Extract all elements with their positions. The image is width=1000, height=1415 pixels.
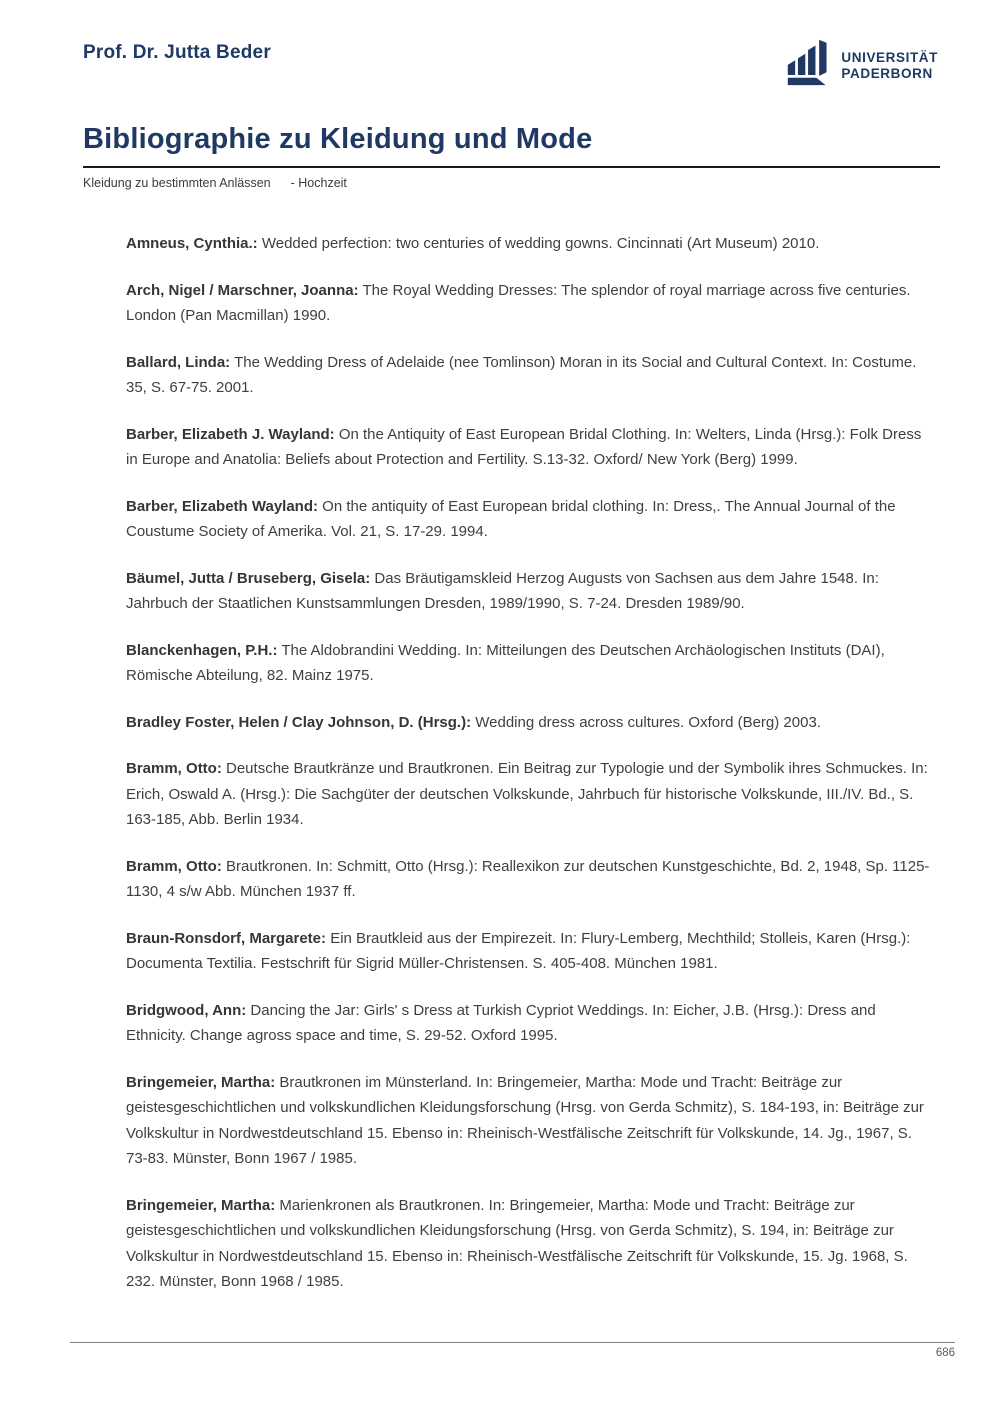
entry-author: Bringemeier, Martha: bbox=[126, 1196, 276, 1214]
bibliography-entry bbox=[126, 231, 936, 257]
bibliography-entry bbox=[126, 926, 936, 977]
entry-author: Bäumel, Jutta / Bruseberg, Gisela: bbox=[126, 569, 371, 587]
entry-text: Deutsche Brautkränze und Brautkronen. Ein Beitrag zur Typologie und der Symbolik ihres Schmuckes. In: Erich, Oswald A. (Hrsg.): Die Sachgüter der deutschen Volkskunde, Jahrbuch für historische Volkskunde, III./IV. Bd., S. 163-185, Abb. Berlin 1934. bbox=[126, 760, 928, 828]
entry-author: Braun-Ronsdorf, Margarete: bbox=[126, 929, 327, 947]
entry-text: On the Antiquity of East European Bridal Clothing. In: Welters, Linda (Hrsg.): Folk Dress in Europe and Anatolia: Beliefs about Protection and Fertility. S.13-32. Oxford/ New York (Berg) 1999. bbox=[126, 425, 922, 468]
entry-text: Das Bräutigamskleid Herzog Augusts von Sachsen aus dem Jahre 1548. In: Jahrbuch der Staatlichen Kunstsammlungen Dresden, 1989/1990, S. 7-24. Dresden 1989/90. bbox=[126, 569, 879, 612]
entry-text: Brautkronen im Münsterland. In: Bringemeier, Martha: Mode und Tracht: Beiträge zur geistesgeschichtlichen und volkskundlichen Kleidungsforschung (Hrsg. von Gerda Schmitz), S. 184-193, in: Beiträge zur Volkskultur in Nordwestdeutschland 15. Ebenso in: Rheinisch-Westfälische Zeitschrift für Volkskunde, 14. Jg., 1967, S. 73-83. Münster, Bonn 1967 / 1985. bbox=[126, 1073, 924, 1167]
entry-text: Ein Brautkleid aus der Empirezeit. In: Flury-Lemberg, Mechthild; Stolleis, Karen (Hrsg.): Documenta Textilia. Festschrift für Sigrid Müller-Christensen. S. 405-408. München 1981. bbox=[126, 929, 911, 972]
entry-text: The Wedding Dress of Adelaide (nee Tomlinson) Moran in its Social and Cultural Context. In: Costume. 35, S. 67-75. 2001. bbox=[126, 353, 917, 396]
entry-author: Amneus, Cynthia.: bbox=[126, 235, 258, 252]
entry-author: Bramm, Otto: bbox=[126, 857, 222, 875]
bibliography-entry bbox=[126, 710, 936, 736]
bibliography-entry bbox=[126, 854, 936, 905]
entry-text: Marienkronen als Brautkronen. In: Bringemeier, Martha: Mode und Tracht: Beiträge zur geistesgeschichtlichen und volkskundlichen Kleidungsforschung (Hrsg. von Gerda Schmitz), S. 194, in: Beiträge zur Volkskultur in Nordwestdeutschland 15. Ebenso in: Rheinisch-Westfälische Zeitschrift für Volkskunde, 15. Jg. 1968, S. 232. Münster, Bonn 1968 / 1985. bbox=[126, 1196, 908, 1290]
page-number: 686 bbox=[935, 1347, 955, 1359]
title-divider bbox=[83, 166, 940, 168]
entry-author: Ballard, Linda: bbox=[126, 353, 231, 371]
entry-text: Brautkronen. In: Schmitt, Otto (Hrsg.): Reallexikon zur deutschen Kunstgeschichte, Bd. 2, 1948, Sp. 1125-1130, 4 s/w Abb. München 1937 ff. bbox=[126, 857, 930, 900]
bibliography-entry bbox=[126, 756, 936, 833]
entry-text: Wedding dress across cultures. Oxford (Berg) 2003. bbox=[471, 713, 821, 731]
bibliography-entry bbox=[126, 278, 936, 329]
university-logo-icon bbox=[785, 38, 833, 93]
bibliography-entry bbox=[126, 998, 936, 1049]
entry-author: Arch, Nigel / Marschner, Joanna: bbox=[126, 281, 359, 299]
entry-text: The Royal Wedding Dresses: The splendor of royal marriage across five centuries. London (Pan Macmillan) 1990. bbox=[126, 281, 911, 324]
university-logo bbox=[785, 38, 938, 93]
university-logo-text bbox=[841, 50, 938, 82]
bibliography-entry bbox=[126, 494, 936, 545]
logo-line-1: UNIVERSITÄT bbox=[841, 49, 938, 65]
bibliography-entry bbox=[126, 350, 936, 401]
entry-author: Bradley Foster, Helen / Clay Johnson, D. (Hrsg.): bbox=[126, 713, 472, 731]
entry-author: Blanckenhagen, P.H.: bbox=[126, 641, 278, 659]
bibliography-entry bbox=[126, 422, 936, 473]
entry-text: Dancing the Jar: Girls' s Dress at Turkish Cypriot Weddings. In: Eicher, J.B. (Hrsg.): Dress and Ethnicity. Change agross space and time, S. 29-52. Oxford 1995. bbox=[126, 1001, 876, 1044]
category-breadcrumb bbox=[83, 176, 938, 190]
page-header bbox=[0, 0, 1000, 93]
page-title: Bibliographie zu Kleidung und Mode bbox=[83, 123, 593, 155]
entry-text: On the antiquity of East European bridal clothing. In: Dress,. The Annual Journal of the Coustume Society of Amerika. Vol. 21, S. 17-29. 1994. bbox=[126, 497, 896, 540]
bibliography-entry bbox=[126, 566, 936, 617]
entry-text: Wedded perfection: two centuries of wedding gowns. Cincinnati (Art Museum) 2010. bbox=[257, 235, 820, 252]
category-label: Kleidung zu bestimmten Anlässen bbox=[83, 176, 271, 190]
page-footer bbox=[70, 1342, 955, 1361]
bibliography-entry bbox=[126, 1193, 936, 1295]
logo-line-2: PADERBORN bbox=[841, 65, 933, 81]
entry-text: The Aldobrandini Wedding. In: Mitteilungen des Deutschen Archäologischen Instituts (DAI), Römische Abteilung, 82. Mainz 1975. bbox=[126, 641, 885, 684]
category-gap bbox=[271, 176, 291, 190]
entry-author: Bridgwood, Ann: bbox=[126, 1001, 247, 1019]
subcategory-label: - Hochzeit bbox=[290, 176, 347, 190]
bibliography-entry bbox=[126, 638, 936, 689]
author-name: Prof. Dr. Jutta Beder bbox=[83, 42, 271, 63]
bibliography-entry bbox=[126, 1070, 936, 1172]
entry-author: Bringemeier, Martha: bbox=[126, 1073, 276, 1091]
entry-author: Bramm, Otto: bbox=[126, 760, 222, 777]
bibliography-list bbox=[126, 231, 936, 1295]
entry-author: Barber, Elizabeth J. Wayland: bbox=[126, 425, 335, 443]
entry-author: Barber, Elizabeth Wayland: bbox=[126, 497, 318, 515]
